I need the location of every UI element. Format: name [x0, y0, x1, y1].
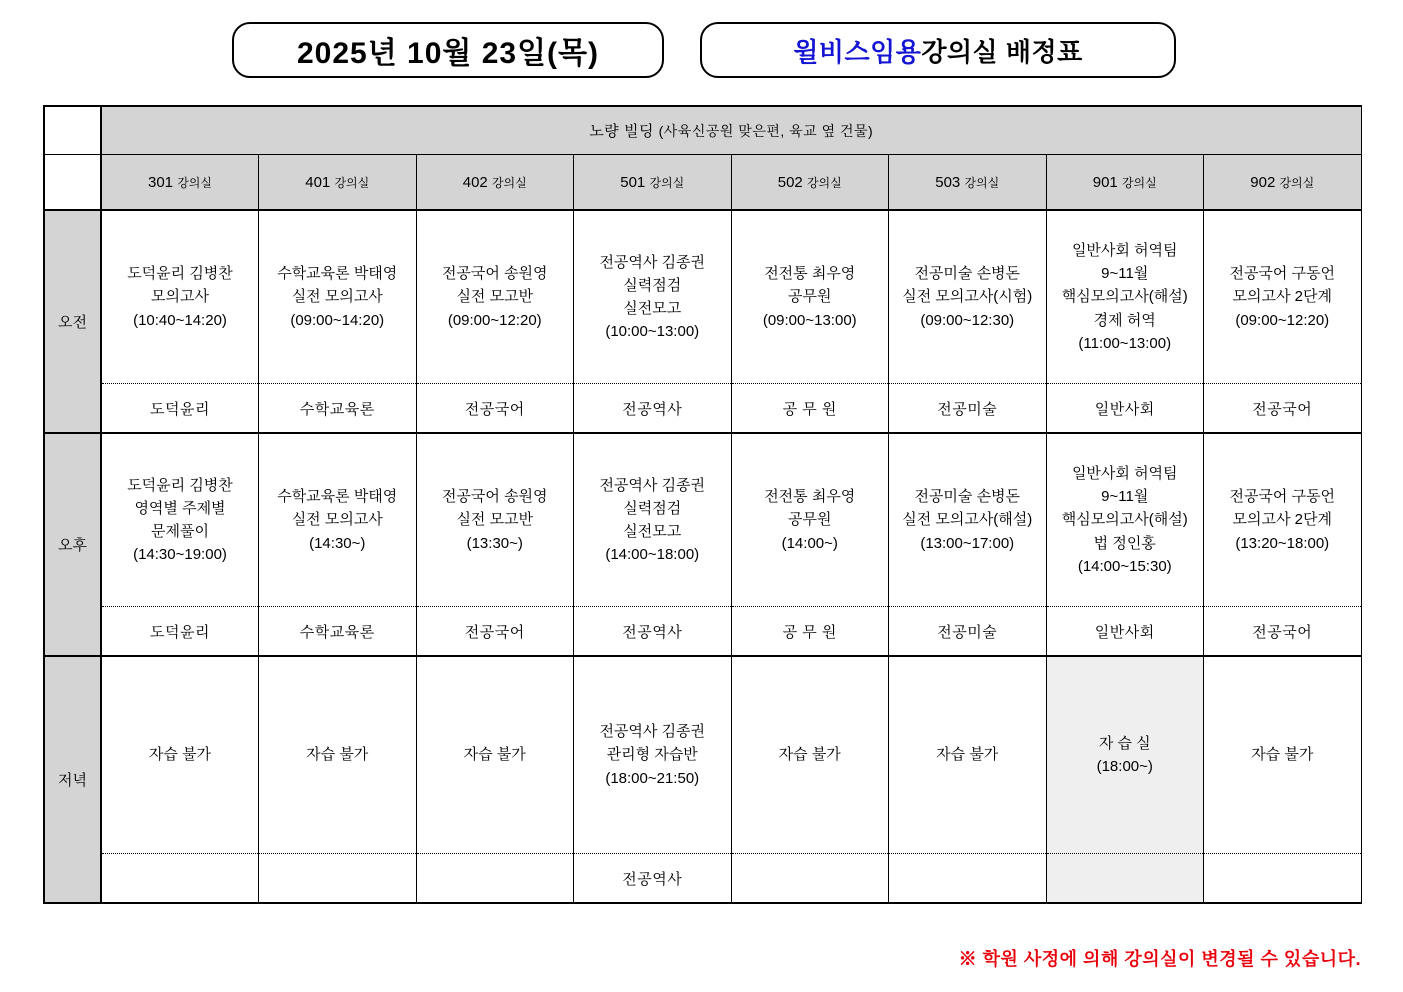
subject-cell: 전공미술 [889, 384, 1047, 434]
class-line: 자습 불가 [778, 746, 841, 764]
subject-cell: 일반사회 [1046, 384, 1204, 434]
slot-label-evening: 저녁 [44, 656, 101, 903]
room-suffix: 강의실 [177, 175, 212, 190]
room-suffix: 강의실 [1279, 175, 1315, 190]
class-line: 자습 불가 [463, 746, 526, 764]
class-line: 실전모고 [623, 523, 682, 540]
room-number: 501 [620, 173, 646, 191]
class-cell [574, 656, 732, 854]
class-line: (13:00~17:00) [920, 534, 1015, 552]
room-suffix: 강의실 [806, 175, 842, 190]
room-number: 901 [1092, 173, 1118, 191]
class-cell [101, 210, 259, 384]
subject-cell: 공 무 원 [731, 607, 889, 657]
class-cell [1204, 433, 1362, 607]
schedule-table [43, 105, 1362, 904]
subject-cell: 전공국어 [416, 607, 574, 657]
class-line: 전공국어 구동언 [1229, 488, 1336, 506]
subject-cell: 전공국어 [1204, 607, 1362, 657]
class-cell [259, 656, 417, 854]
brand-label: 윌비스임용 [793, 36, 922, 67]
class-line: 자습 불가 [306, 746, 369, 764]
room-number: 502 [777, 173, 803, 191]
date-label: 2025년 10월 23일(목) [296, 37, 600, 70]
slot-row-evening-main [44, 656, 1361, 854]
class-line: 수학교육론 박태영 [277, 488, 398, 506]
class-cell-selfstudy [1046, 656, 1204, 854]
class-line: 전공미술 손병돈 [914, 265, 1021, 283]
class-line: 핵심모의고사(해설) [1061, 511, 1188, 529]
room-suffix: 강의실 [649, 175, 685, 190]
subject-cell: 일반사회 [1046, 607, 1204, 657]
subject-cell: 전공역사 [574, 607, 732, 657]
subject-cell: 전공미술 [889, 607, 1047, 657]
class-line: 전공미술 손병돈 [914, 488, 1021, 506]
class-line: (10:40~14:20) [133, 311, 227, 329]
subject-cell: 도덕윤리 [101, 384, 259, 434]
class-line: (10:00~13:00) [605, 323, 700, 341]
class-line: 전공역사 김종권 [599, 476, 706, 494]
room-suffix: 강의실 [964, 175, 1000, 190]
class-line: 영역별 주제별 [134, 499, 226, 517]
class-line: 실전 모고반 [456, 288, 534, 306]
class-line: 실력점검 [623, 276, 682, 294]
class-line: 일반사회 허역팀 [1071, 464, 1178, 482]
class-line: (11:00~13:00) [1078, 334, 1172, 352]
subject-cell [1204, 854, 1362, 904]
class-line: 전전통 최우영 [764, 265, 856, 283]
class-line: 자습 불가 [936, 746, 999, 764]
slot-row-morning-subject [44, 384, 1361, 434]
class-line: 전공국어 송원영 [441, 488, 548, 506]
class-line: 전공역사 김종권 [599, 253, 706, 271]
room-number: 402 [462, 173, 488, 191]
class-line: 전공국어 송원영 [441, 265, 548, 283]
slot-label-morning: 오전 [44, 210, 101, 433]
subject-cell [101, 854, 259, 904]
class-line: (18:00~) [1096, 758, 1153, 775]
table-corner [44, 106, 101, 155]
building-note: (사육신공원 맞은편, 육교 옆 건물) [658, 123, 874, 139]
subject-cell: 전공역사 [574, 384, 732, 434]
class-line: (14:30~) [309, 534, 366, 552]
class-cell [731, 210, 889, 384]
footnote: ※ 학원 사정에 의해 강의실이 변경될 수 있습니다. [958, 949, 1361, 969]
table-corner-2 [44, 155, 101, 211]
class-line: 실전 모의고사 [291, 288, 383, 306]
room-header-503 [889, 155, 1047, 211]
room-header-501 [574, 155, 732, 211]
class-line: 공무원 [788, 511, 832, 529]
class-line: 수학교육론 박태영 [277, 265, 398, 283]
class-line: 9~11월 [1101, 488, 1149, 506]
room-number: 902 [1250, 173, 1276, 191]
class-cell [259, 210, 417, 384]
class-cell [731, 433, 889, 607]
room-suffix: 강의실 [491, 175, 527, 190]
class-line: (14:30~19:00) [133, 546, 227, 564]
class-line: (09:00~12:30) [920, 311, 1015, 329]
slot-row-afternoon-subject [44, 607, 1361, 657]
class-cell [1046, 433, 1204, 607]
class-line: 자습 불가 [148, 746, 212, 764]
class-line: (09:00~12:20) [1235, 311, 1330, 329]
room-header-901 [1046, 155, 1204, 211]
room-suffix: 강의실 [334, 175, 370, 190]
class-line: 공무원 [788, 288, 832, 306]
subject-cell: 공 무 원 [731, 384, 889, 434]
room-header-402 [416, 155, 574, 211]
class-line: 도덕윤리 김병찬 [127, 476, 233, 494]
class-line: 자습 불가 [1251, 746, 1314, 764]
subject-cell: 수학교육론 [259, 384, 417, 434]
room-header-401 [259, 155, 417, 211]
slot-row-evening-subject [44, 854, 1361, 904]
class-line: (13:30~) [466, 534, 523, 552]
subject-cell: 전공역사 [574, 854, 732, 904]
class-line: (18:00~21:50) [605, 769, 700, 787]
class-line: 법 정인홍 [1093, 534, 1156, 552]
class-cell [1204, 656, 1362, 854]
class-line: 실전모고 [623, 300, 682, 317]
room-header-row [44, 155, 1361, 211]
class-cell [416, 433, 574, 607]
class-cell [416, 210, 574, 384]
class-line: 모의고사 [151, 288, 209, 306]
class-line: 모의고사 2단계 [1232, 511, 1332, 529]
title-pill [700, 22, 1176, 78]
subject-cell: 수학교육론 [259, 607, 417, 657]
class-cell [574, 210, 732, 384]
class-cell [889, 210, 1047, 384]
class-cell [889, 656, 1047, 854]
class-cell [574, 433, 732, 607]
class-line: 9~11월 [1101, 265, 1149, 283]
class-line: 도덕윤리 김병찬 [127, 265, 233, 283]
class-cell [259, 433, 417, 607]
building-header-row [44, 106, 1361, 155]
class-line: 자 습 실 [1098, 734, 1151, 752]
subject-cell [889, 854, 1047, 904]
class-line: 실전 모의고사(해설) [902, 511, 1033, 529]
class-cell [101, 656, 259, 854]
subject-cell [731, 854, 889, 904]
class-line: 경제 허역 [1093, 311, 1156, 329]
class-line: (13:20~18:00) [1235, 534, 1330, 552]
room-suffix: 강의실 [1121, 175, 1157, 190]
room-header-301 [101, 155, 259, 211]
slot-row-morning-main [44, 210, 1361, 384]
room-number: 503 [935, 173, 961, 191]
date-pill [232, 22, 664, 78]
room-header-502 [731, 155, 889, 211]
class-cell [1204, 210, 1362, 384]
class-cell [101, 433, 259, 607]
class-line: 관리형 자습반 [606, 746, 698, 764]
class-line: 모의고사 2단계 [1232, 288, 1332, 306]
class-line: 전공역사 김종권 [599, 723, 706, 741]
class-line: (14:00~18:00) [605, 546, 700, 564]
subject-cell [259, 854, 417, 904]
class-line: 실전 모의고사 [291, 511, 383, 529]
class-cell [1046, 210, 1204, 384]
class-line: 핵심모의고사(해설) [1061, 288, 1188, 306]
room-number: 301 [148, 173, 174, 191]
class-line: 전공국어 구동언 [1229, 265, 1336, 283]
building-header [101, 106, 1361, 155]
subject-cell: 전공국어 [1204, 384, 1362, 434]
class-cell [731, 656, 889, 854]
slot-label-afternoon: 오후 [44, 433, 101, 656]
subject-cell [1046, 854, 1204, 904]
class-line: (09:00~13:00) [762, 311, 857, 329]
slot-row-afternoon-main [44, 433, 1361, 607]
class-line: 실전 모고반 [456, 511, 534, 529]
subject-cell: 도덕윤리 [101, 607, 259, 657]
class-line: (09:00~12:20) [447, 311, 542, 329]
subject-cell: 전공국어 [416, 384, 574, 434]
room-header-902 [1204, 155, 1362, 211]
class-line: 일반사회 허역팀 [1071, 241, 1178, 259]
room-number: 401 [305, 173, 331, 191]
class-line: (14:00~) [781, 534, 838, 552]
subject-cell [416, 854, 574, 904]
schedule-sheet [43, 105, 1360, 904]
class-cell [889, 433, 1047, 607]
building-name: 노량 빌딩 [589, 123, 654, 140]
class-line: 실력점검 [623, 499, 682, 517]
class-cell [416, 656, 574, 854]
class-line: 실전 모의고사(시험) [902, 288, 1033, 306]
title-label: 강의실 배정표 [921, 36, 1083, 67]
class-line: (09:00~14:20) [290, 311, 385, 329]
class-line: 문제풀이 [151, 523, 209, 540]
page-header [0, 0, 1403, 78]
class-line: (14:00~15:30) [1077, 557, 1172, 575]
class-line: 전전통 최우영 [764, 488, 856, 506]
